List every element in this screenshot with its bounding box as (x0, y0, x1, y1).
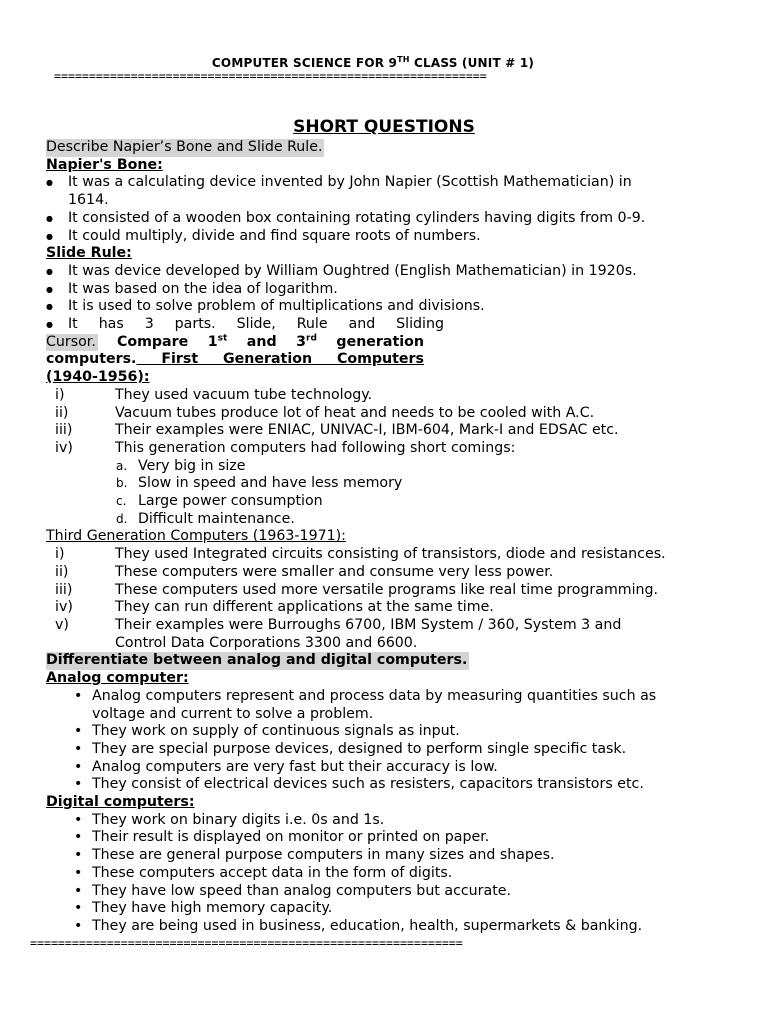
footer-divider: ============================================================== (30, 937, 463, 949)
list-item-text: Difficult maintenance. (138, 510, 295, 527)
header-divider: ============================================================== (54, 70, 487, 82)
header-title-rest: CLASS (UNIT # 1) (409, 56, 535, 70)
list-item (0, 210, 736, 228)
list-item-text: They are special purpose devices, designed to perform single specific task. (92, 740, 627, 757)
list-item (0, 174, 736, 192)
question-2-text (117, 334, 424, 350)
question-3-text: Differentiate between analog and digital computers. (46, 652, 468, 669)
page-title: SHORT QUESTIONS (293, 117, 475, 137)
list-item-continuation: Control Data Corporations 3300 and 6600. (115, 634, 418, 651)
list-item (0, 316, 736, 334)
list-item (46, 599, 736, 617)
list-item (46, 918, 736, 936)
list-item (46, 883, 736, 901)
list-item (46, 405, 736, 423)
list-number: a. (116, 458, 128, 473)
list-number: d. (116, 511, 128, 526)
list-item-text: It was a calculating device invented by John Napier (Scottish Mathematician) in (68, 174, 632, 191)
list-item-text: It was device developed by William Oughtred (English Mathematician) in 1920s. (68, 262, 637, 279)
list-number: ii) (55, 404, 69, 421)
list-item-text: Their result is displayed on monitor or printed on paper. (92, 829, 490, 846)
list-item-text: These computers were smaller and consume very less power. (115, 563, 554, 580)
question-2-line-2 (46, 351, 424, 369)
question-3 (46, 652, 736, 670)
document-header (0, 56, 746, 70)
first-generation-years: (1940-1956): (46, 369, 150, 386)
list-item-text: They work on supply of continuous signals as input. (92, 723, 460, 740)
list-item-continuation: 1614. (68, 192, 109, 209)
list-item (46, 847, 736, 865)
list-item-text: ● It has 3 parts. Slide, Rule and Sliding (68, 316, 444, 333)
first-generation-heading: First Generation Computers (136, 351, 424, 368)
list-item-text: Analog computers represent and process data by measuring quantities such as (92, 687, 657, 704)
list-item-text: Their examples were Burroughs 6700, IBM System / 360, System 3 and (115, 616, 622, 633)
list-item (46, 511, 736, 529)
question-2-part: Compare 1 (116, 333, 218, 350)
header-superscript: TH (397, 55, 410, 64)
list-item-text: It was based on the idea of logarithm. (68, 280, 338, 297)
list-item-text: They work on binary digits i.e. 0s and 1s. (92, 811, 385, 828)
list-item (0, 228, 736, 246)
list-number: iv) (55, 599, 73, 616)
list-item-text: These computers used more versatile programs like real time programming. (115, 581, 659, 598)
list-item-text: These are general purpose computers in many sizes and shapes. (92, 847, 555, 864)
list-item (46, 458, 736, 476)
list-item-text: Their examples were ENIAC, UNIVAC-I, IBM-604, Mark-I and EDSAC etc. (115, 422, 619, 439)
list-item (46, 865, 736, 883)
slide-rule-heading: Slide Rule: (46, 245, 132, 262)
list-item (0, 281, 736, 299)
list-item-text: They can run different applications at the same time. (115, 599, 494, 616)
list-item (0, 263, 736, 281)
list-item (46, 546, 736, 564)
question-2-part: and 3 (227, 333, 307, 350)
list-number: iii) (55, 422, 73, 439)
question-2-part: generation (316, 333, 424, 350)
list-item-text: They consist of electrical devices such as resisters, capacitors transistors etc. (92, 776, 644, 793)
list-item-text: It is used to solve problem of multiplications and divisions. (68, 298, 485, 315)
list-item-text: They have high memory capacity. (92, 900, 333, 917)
superscript: rd (306, 333, 317, 343)
list-number: i) (55, 546, 65, 563)
list-item-text: They have low speed than analog computers but accurate. (92, 882, 511, 899)
questions-body (46, 139, 736, 936)
list-item-text: This generation computers had following short comings: (115, 439, 516, 456)
question-1-text: Describe Napier’s Bone and Slide Rule. (46, 139, 323, 155)
list-item (46, 776, 736, 794)
list-number: iv) (55, 439, 73, 456)
slide-rule-continuation: Cursor. (46, 333, 96, 350)
question-2 (0, 334, 736, 387)
list-item-text: They are being used in business, education, health, supermarkets & banking. (92, 917, 643, 934)
list-item-text: Large power consumption (138, 493, 323, 510)
question-2-line-1 (46, 334, 424, 352)
list-item (46, 759, 736, 777)
list-item-text: Very big in size (138, 457, 246, 474)
list-item (46, 617, 736, 635)
list-number: c. (116, 494, 127, 509)
list-item (46, 440, 736, 458)
list-item (0, 298, 736, 316)
list-item-continuation: voltage and current to solve a problem. (92, 705, 374, 722)
list-item (46, 688, 736, 706)
header-title: COMPUTER SCIENCE FOR 9 (211, 56, 398, 70)
list-item-text: It consisted of a wooden box containing rotating cylinders having digits from 0-9. (68, 209, 646, 226)
question-2-part: computers. (46, 351, 137, 368)
list-item (46, 475, 736, 493)
list-number: i) (55, 386, 65, 403)
list-item-text: These computers accept data in the form of digits. (92, 864, 453, 881)
list-item-text: Vacuum tubes produce lot of heat and needs to be cooled with A.C. (115, 404, 595, 421)
superscript: st (217, 333, 228, 343)
analog-heading: Analog computer: (46, 670, 189, 687)
list-item (46, 812, 736, 830)
third-generation-heading: Third Generation Computers (1963-1971): (46, 528, 346, 545)
list-number: b. (116, 476, 128, 491)
list-number: iii) (55, 581, 73, 598)
list-item (46, 582, 736, 600)
list-number: ii) (55, 563, 69, 580)
list-item-text: Slow in speed and have less memory (138, 475, 403, 492)
list-item-text: Analog computers are very fast but their accuracy is low. (92, 758, 498, 775)
digital-heading: Digital computers: (46, 794, 195, 811)
list-item (46, 723, 736, 741)
list-item-text: It could multiply, divide and find square roots of numbers. (68, 227, 481, 244)
question-1 (46, 139, 736, 157)
list-item (46, 564, 736, 582)
list-item (46, 387, 736, 405)
napier-heading: Napier's Bone: (46, 156, 163, 173)
list-item-text: They used Integrated circuits consisting of transistors, diode and resistances. (115, 546, 666, 563)
list-item (46, 493, 736, 511)
list-item (46, 829, 736, 847)
list-item (46, 900, 736, 918)
list-item (46, 741, 736, 759)
list-item (46, 422, 736, 440)
list-number: v) (55, 616, 69, 633)
list-item-text: They used vacuum tube technology. (115, 386, 373, 403)
